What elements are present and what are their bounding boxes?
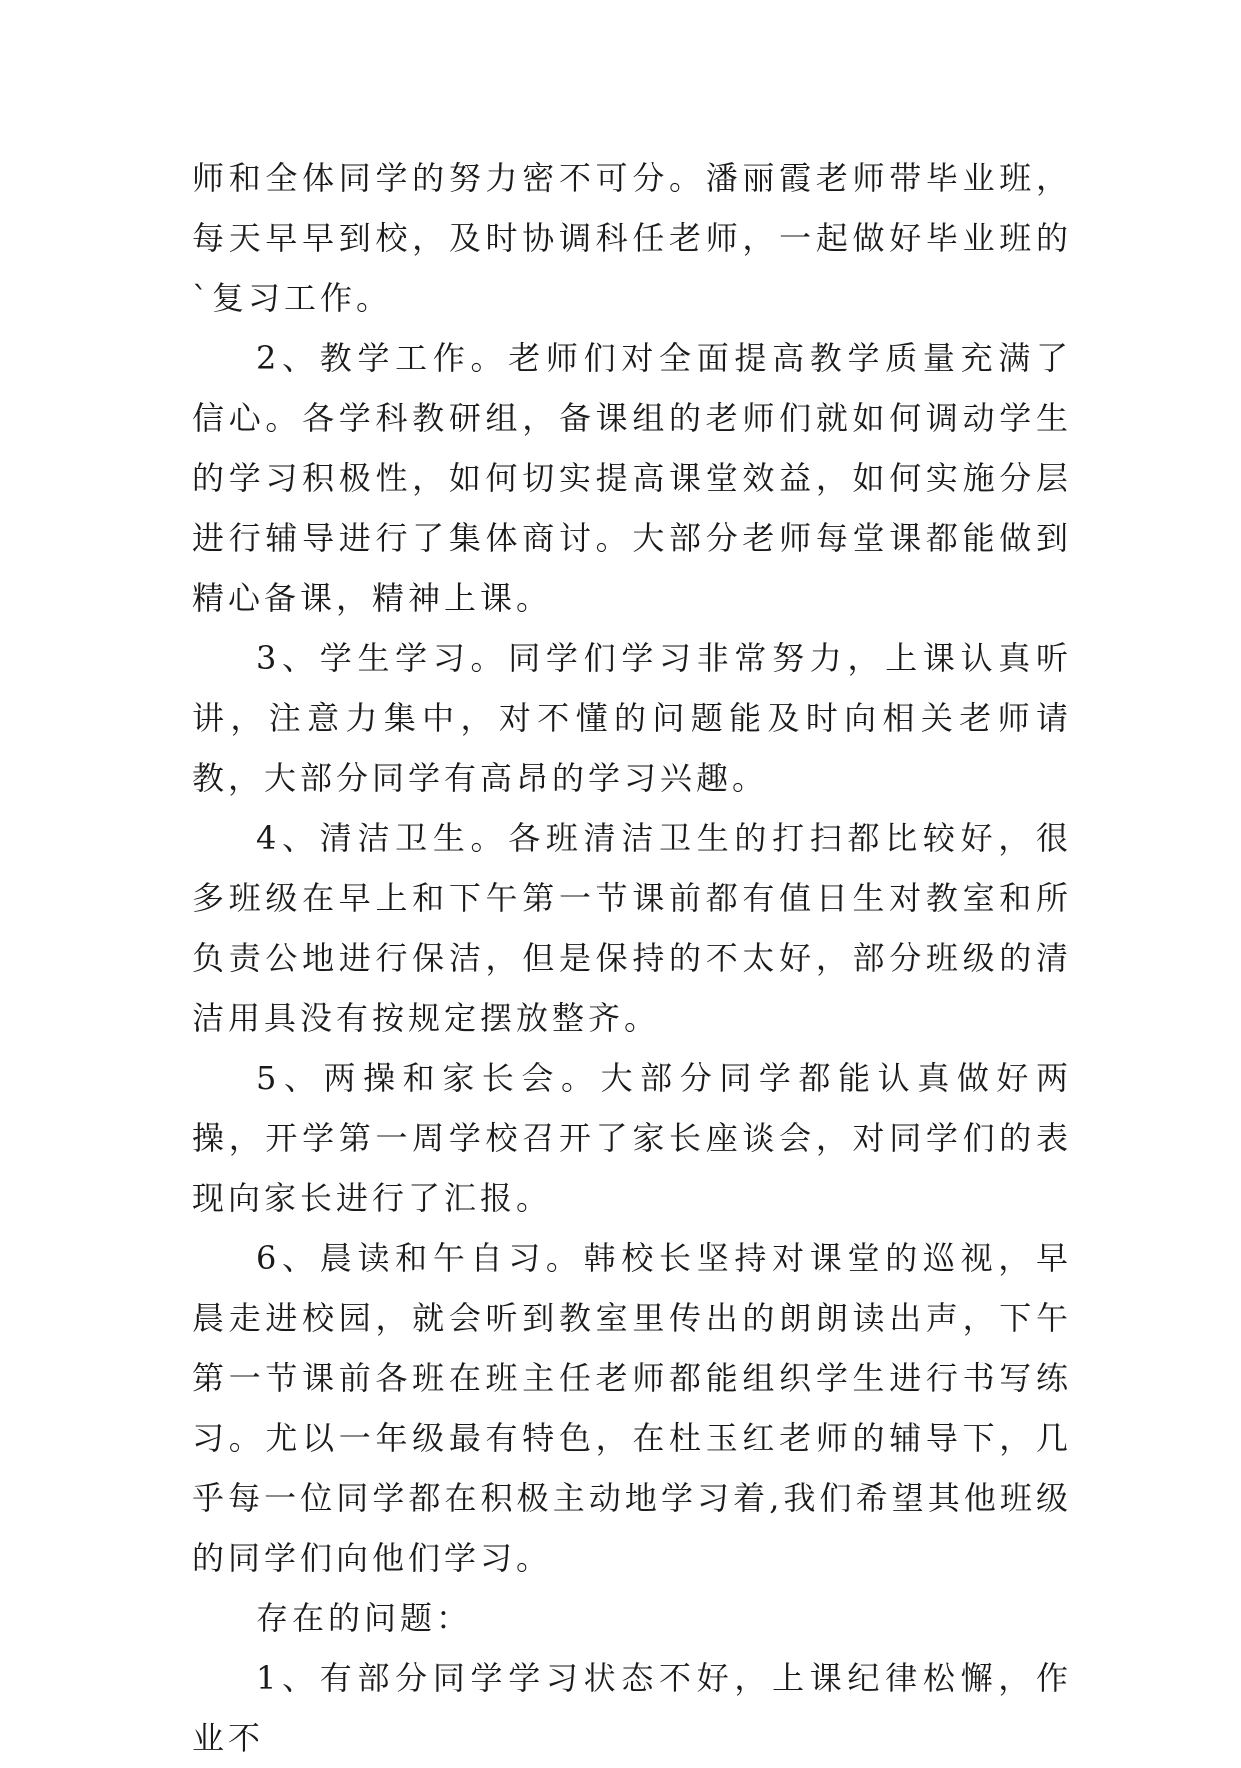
document-body [192,148,1072,1768]
paragraph-problem-1: 1、有部分同学学习状态不好，上课纪律松懈，作业不 [192,1659,1072,1757]
paragraph-teaching-work: 2、教学工作。老师们对全面提高教学质量充满了信心。各学科教研组，备课组的老师们就如何调动学生的学习积极性，如何切实提高课堂效益，如何实施分层进行辅导进行了集体商讨。大部分老师每堂课都能做到精心备课，精神上课。 [192,339,1072,617]
paragraph-student-study: 3、学生学习。同学们学习非常努力，上课认真听讲，注意力集中，对不懂的问题能及时向相关老师请教，大部分同学有高昂的学习兴趣。 [192,639,1072,797]
paragraph-cleaning: 4、清洁卫生。各班清洁卫生的打扫都比较好，很多班级在早上和下午第一节课前都有值日生对教室和所负责公地进行保洁，但是保持的不太好，部分班级的清洁用具没有按规定摆放整齐。 [192,819,1072,1037]
paragraph-exercises-parents-meeting: 5、两操和家长会。大部分同学都能认真做好两操，开学第一周学校召开了家长座谈会，对同学们的表现向家长进行了汇报。 [192,1059,1072,1217]
paragraph-problems-heading: 存在的问题： [256,1599,473,1637]
paragraph-morning-reading: 6、晨读和午自习。韩校长坚持对课堂的巡视，早晨走进校园，就会听到教室里传出的朗朗读出声，下午第一节课前各班在班主任老师都能组织学生进行书写练习。尤以一年级最有特色，在杜玉红老师的辅导下，几乎每一位同学都在积极主动地学习着,我们希望其他班级的同学们向他们学习。 [192,1239,1072,1577]
paragraph-continuation: 师和全体同学的努力密不可分。潘丽霞老师带毕业班，每天早早到校，及时协调科任老师，一起做好毕业班的`复习工作。 [192,159,1072,317]
